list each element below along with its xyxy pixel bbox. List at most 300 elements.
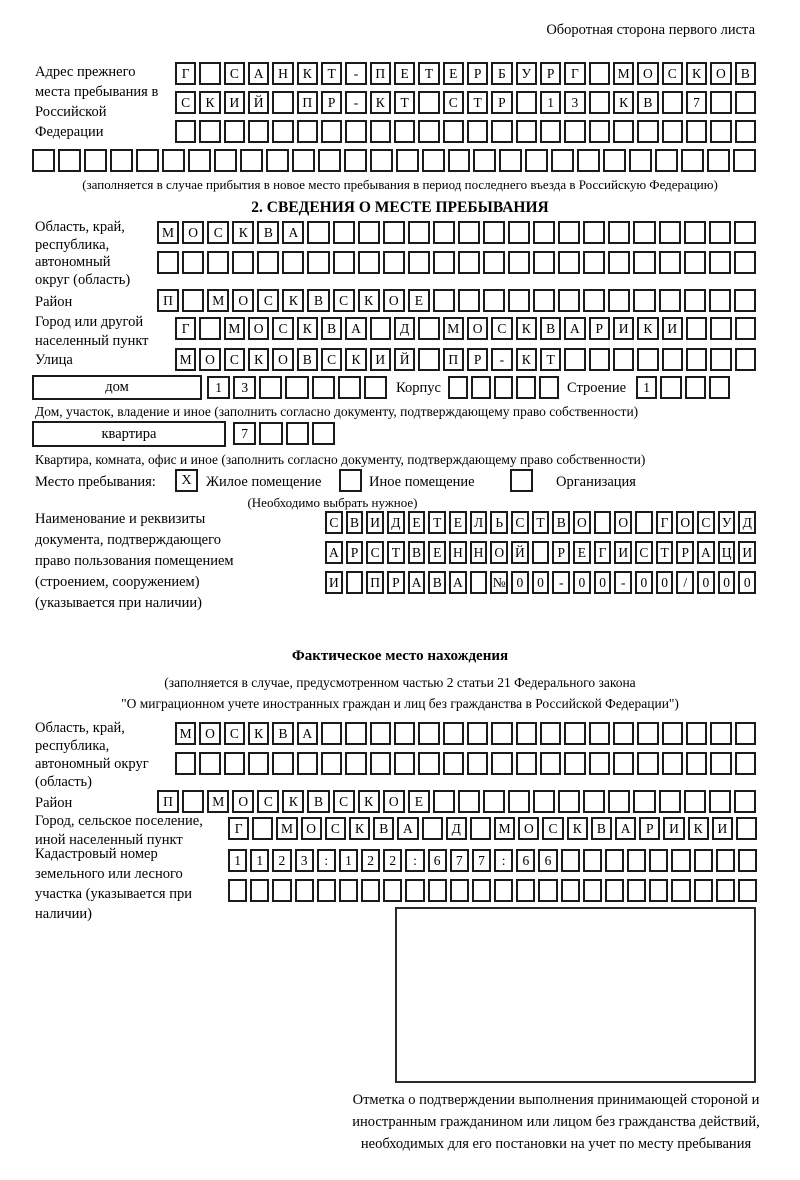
char-cell[interactable] [539, 376, 559, 399]
char-cell[interactable]: С [224, 722, 245, 745]
char-cell[interactable] [110, 149, 133, 172]
char-cell[interactable]: Г [656, 511, 674, 534]
char-cell[interactable]: Е [394, 62, 415, 85]
char-cell[interactable]: - [552, 571, 570, 594]
char-cell[interactable] [433, 790, 455, 813]
checkbox-zhiloe[interactable]: X [175, 469, 198, 492]
char-cell[interactable]: Т [418, 62, 439, 85]
char-cell[interactable]: Е [408, 289, 430, 312]
char-cell[interactable] [564, 752, 585, 775]
char-cell[interactable]: К [297, 317, 318, 340]
char-cell[interactable] [458, 251, 480, 274]
char-cell[interactable] [312, 422, 335, 445]
char-cell[interactable]: Т [387, 541, 405, 564]
char-cell[interactable]: В [257, 221, 279, 244]
char-cell[interactable]: А [697, 541, 715, 564]
char-cell[interactable] [470, 571, 488, 594]
char-cell[interactable] [472, 879, 491, 902]
char-cell[interactable]: А [345, 317, 366, 340]
char-cell[interactable] [589, 91, 610, 114]
char-cell[interactable] [394, 722, 415, 745]
char-cell[interactable] [508, 289, 530, 312]
char-cell[interactable] [710, 348, 731, 371]
char-cell[interactable]: Г [175, 62, 196, 85]
char-cell[interactable] [659, 289, 681, 312]
char-cell[interactable] [188, 149, 211, 172]
char-cell[interactable]: И [712, 817, 733, 840]
char-cell[interactable]: К [248, 348, 269, 371]
char-cell[interactable]: С [207, 221, 229, 244]
char-cell[interactable]: С [333, 289, 355, 312]
char-cell[interactable]: Р [491, 91, 512, 114]
char-cell[interactable] [494, 376, 514, 399]
char-cell[interactable]: 0 [718, 571, 736, 594]
char-cell[interactable]: К [248, 722, 269, 745]
char-cell[interactable] [499, 149, 522, 172]
char-cell[interactable]: О [383, 790, 405, 813]
char-cell[interactable]: К [282, 790, 304, 813]
char-cell[interactable] [339, 879, 358, 902]
char-cell[interactable] [272, 752, 293, 775]
char-cell[interactable]: О [676, 511, 694, 534]
char-cell[interactable]: О [199, 348, 220, 371]
char-cell[interactable] [467, 120, 488, 143]
char-cell[interactable]: : [494, 849, 513, 872]
char-cell[interactable] [338, 376, 361, 399]
char-cell[interactable] [418, 317, 439, 340]
char-cell[interactable]: У [516, 62, 537, 85]
char-cell[interactable] [605, 879, 624, 902]
char-cell[interactable] [458, 289, 480, 312]
char-cell[interactable]: К [232, 221, 254, 244]
char-cell[interactable] [734, 289, 756, 312]
char-cell[interactable]: Т [321, 62, 342, 85]
char-cell[interactable]: В [735, 62, 756, 85]
char-cell[interactable] [307, 251, 329, 274]
char-cell[interactable] [471, 376, 491, 399]
char-cell[interactable]: Т [656, 541, 674, 564]
char-cell[interactable] [32, 149, 55, 172]
char-cell[interactable]: Р [639, 817, 660, 840]
char-cell[interactable] [583, 251, 605, 274]
char-cell[interactable]: А [325, 541, 343, 564]
char-cell[interactable]: 2 [272, 849, 291, 872]
char-cell[interactable] [605, 849, 624, 872]
char-cell[interactable] [491, 120, 512, 143]
char-cell[interactable]: О [490, 541, 508, 564]
char-cell[interactable]: Р [321, 91, 342, 114]
char-cell[interactable]: П [370, 62, 391, 85]
char-cell[interactable] [508, 790, 530, 813]
char-cell[interactable]: О [518, 817, 539, 840]
char-cell[interactable]: И [370, 348, 391, 371]
char-cell[interactable]: П [366, 571, 384, 594]
char-cell[interactable] [540, 752, 561, 775]
char-cell[interactable] [257, 251, 279, 274]
char-cell[interactable] [735, 91, 756, 114]
char-cell[interactable]: О [710, 62, 731, 85]
char-cell[interactable] [321, 752, 342, 775]
char-cell[interactable]: П [297, 91, 318, 114]
char-cell[interactable]: Т [540, 348, 561, 371]
char-cell[interactable]: Е [428, 541, 446, 564]
char-cell[interactable] [716, 879, 735, 902]
char-cell[interactable] [182, 289, 204, 312]
char-cell[interactable]: 1 [636, 376, 657, 399]
char-cell[interactable] [199, 752, 220, 775]
char-cell[interactable] [370, 317, 391, 340]
char-cell[interactable] [285, 376, 308, 399]
char-cell[interactable]: - [345, 62, 366, 85]
char-cell[interactable]: Р [540, 62, 561, 85]
char-cell[interactable]: П [157, 790, 179, 813]
char-cell[interactable]: Г [594, 541, 612, 564]
char-cell[interactable]: М [207, 790, 229, 813]
char-cell[interactable] [272, 879, 291, 902]
char-cell[interactable] [364, 376, 387, 399]
char-cell[interactable] [433, 221, 455, 244]
char-cell[interactable] [266, 149, 289, 172]
char-cell[interactable] [358, 221, 380, 244]
char-cell[interactable]: М [175, 348, 196, 371]
char-cell[interactable] [738, 879, 757, 902]
char-cell[interactable] [516, 120, 537, 143]
char-cell[interactable]: 3 [564, 91, 585, 114]
char-cell[interactable] [551, 149, 574, 172]
char-cell[interactable]: 0 [656, 571, 674, 594]
char-cell[interactable] [370, 752, 391, 775]
char-cell[interactable] [333, 251, 355, 274]
char-cell[interactable]: 0 [511, 571, 529, 594]
char-cell[interactable] [583, 879, 602, 902]
char-cell[interactable]: С [333, 790, 355, 813]
char-cell[interactable] [422, 817, 443, 840]
char-cell[interactable] [538, 879, 557, 902]
char-cell[interactable] [394, 120, 415, 143]
char-cell[interactable]: Й [511, 541, 529, 564]
char-cell[interactable] [533, 790, 555, 813]
char-cell[interactable]: Р [467, 62, 488, 85]
char-cell[interactable] [199, 120, 220, 143]
char-cell[interactable]: А [564, 317, 585, 340]
char-cell[interactable]: 1 [207, 376, 230, 399]
char-cell[interactable]: 6 [428, 849, 447, 872]
char-cell[interactable] [383, 251, 405, 274]
char-cell[interactable] [370, 722, 391, 745]
char-cell[interactable]: К [613, 91, 634, 114]
char-cell[interactable] [589, 348, 610, 371]
char-cell[interactable]: Р [552, 541, 570, 564]
char-cell[interactable] [199, 317, 220, 340]
char-cell[interactable]: В [272, 722, 293, 745]
char-cell[interactable] [659, 790, 681, 813]
char-cell[interactable]: О [182, 221, 204, 244]
char-cell[interactable] [735, 722, 756, 745]
char-cell[interactable] [577, 149, 600, 172]
char-cell[interactable] [272, 91, 293, 114]
char-cell[interactable]: И [614, 541, 632, 564]
char-cell[interactable]: В [346, 511, 364, 534]
char-cell[interactable] [458, 790, 480, 813]
char-cell[interactable] [297, 120, 318, 143]
char-cell[interactable] [564, 348, 585, 371]
char-cell[interactable]: Д [738, 511, 756, 534]
char-cell[interactable] [637, 752, 658, 775]
char-cell[interactable] [540, 722, 561, 745]
char-cell[interactable] [345, 120, 366, 143]
char-cell[interactable] [613, 722, 634, 745]
char-cell[interactable] [629, 149, 652, 172]
char-cell[interactable] [694, 879, 713, 902]
char-cell[interactable]: В [307, 790, 329, 813]
char-cell[interactable]: Л [470, 511, 488, 534]
char-cell[interactable] [418, 120, 439, 143]
char-cell[interactable] [735, 752, 756, 775]
char-cell[interactable]: Ц [718, 541, 736, 564]
char-cell[interactable] [633, 790, 655, 813]
char-cell[interactable] [516, 376, 536, 399]
char-cell[interactable] [662, 91, 683, 114]
char-cell[interactable]: Й [394, 348, 415, 371]
char-cell[interactable] [709, 221, 731, 244]
char-cell[interactable] [248, 752, 269, 775]
char-cell[interactable]: К [297, 62, 318, 85]
char-cell[interactable]: П [157, 289, 179, 312]
char-cell[interactable] [684, 790, 706, 813]
char-cell[interactable] [58, 149, 81, 172]
char-cell[interactable]: В [591, 817, 612, 840]
char-cell[interactable]: 0 [573, 571, 591, 594]
char-cell[interactable]: 1 [228, 849, 247, 872]
char-cell[interactable] [603, 149, 626, 172]
char-cell[interactable] [558, 289, 580, 312]
char-cell[interactable] [735, 348, 756, 371]
char-cell[interactable]: А [282, 221, 304, 244]
char-cell[interactable]: 0 [738, 571, 756, 594]
char-cell[interactable]: А [397, 817, 418, 840]
char-cell[interactable] [540, 120, 561, 143]
char-cell[interactable]: - [491, 348, 512, 371]
char-cell[interactable]: Т [428, 511, 446, 534]
char-cell[interactable]: С [491, 317, 512, 340]
char-cell[interactable]: К [345, 348, 366, 371]
char-cell[interactable]: К [637, 317, 658, 340]
char-cell[interactable] [448, 376, 468, 399]
char-cell[interactable]: Т [532, 511, 550, 534]
char-cell[interactable]: И [662, 317, 683, 340]
char-cell[interactable] [443, 752, 464, 775]
char-cell[interactable] [470, 817, 491, 840]
char-cell[interactable] [297, 752, 318, 775]
checkbox-organizatsiya[interactable] [510, 469, 533, 492]
char-cell[interactable]: М [443, 317, 464, 340]
char-cell[interactable] [589, 752, 610, 775]
char-cell[interactable] [450, 879, 469, 902]
char-cell[interactable] [589, 62, 610, 85]
char-cell[interactable] [157, 251, 179, 274]
char-cell[interactable] [633, 289, 655, 312]
char-cell[interactable] [483, 289, 505, 312]
char-cell[interactable]: О [383, 289, 405, 312]
char-cell[interactable] [671, 849, 690, 872]
char-cell[interactable]: К [516, 317, 537, 340]
char-cell[interactable]: С [662, 62, 683, 85]
char-cell[interactable]: П [443, 348, 464, 371]
char-cell[interactable] [345, 722, 366, 745]
char-cell[interactable] [467, 752, 488, 775]
char-cell[interactable] [516, 752, 537, 775]
char-cell[interactable] [608, 221, 630, 244]
char-cell[interactable] [613, 348, 634, 371]
char-cell[interactable] [433, 289, 455, 312]
char-cell[interactable]: 0 [635, 571, 653, 594]
char-cell[interactable]: К [358, 790, 380, 813]
char-cell[interactable]: С [325, 817, 346, 840]
char-cell[interactable]: К [370, 91, 391, 114]
char-cell[interactable] [710, 317, 731, 340]
char-cell[interactable]: И [325, 571, 343, 594]
char-cell[interactable]: Н [272, 62, 293, 85]
char-cell[interactable]: И [738, 541, 756, 564]
char-cell[interactable]: К [516, 348, 537, 371]
char-cell[interactable] [533, 289, 555, 312]
char-cell[interactable] [709, 289, 731, 312]
char-cell[interactable] [637, 722, 658, 745]
char-cell[interactable]: К [199, 91, 220, 114]
char-cell[interactable] [318, 149, 341, 172]
char-cell[interactable] [516, 879, 535, 902]
char-cell[interactable] [684, 289, 706, 312]
char-cell[interactable] [259, 376, 282, 399]
char-cell[interactable] [252, 817, 273, 840]
char-cell[interactable] [589, 120, 610, 143]
char-cell[interactable]: К [686, 62, 707, 85]
char-cell[interactable]: М [613, 62, 634, 85]
char-cell[interactable] [633, 251, 655, 274]
char-cell[interactable]: А [408, 571, 426, 594]
char-cell[interactable]: С [224, 348, 245, 371]
char-cell[interactable] [649, 849, 668, 872]
char-cell[interactable] [428, 879, 447, 902]
char-cell[interactable]: Е [408, 790, 430, 813]
char-cell[interactable] [383, 879, 402, 902]
char-cell[interactable]: К [349, 817, 370, 840]
char-cell[interactable]: 3 [295, 849, 314, 872]
char-cell[interactable] [162, 149, 185, 172]
char-cell[interactable] [564, 722, 585, 745]
char-cell[interactable] [734, 221, 756, 244]
char-cell[interactable] [558, 221, 580, 244]
char-cell[interactable]: Е [573, 541, 591, 564]
char-cell[interactable] [224, 752, 245, 775]
char-cell[interactable]: И [613, 317, 634, 340]
char-cell[interactable] [259, 422, 282, 445]
char-cell[interactable]: Е [449, 511, 467, 534]
char-cell[interactable]: Г [175, 317, 196, 340]
char-cell[interactable]: С [325, 511, 343, 534]
char-cell[interactable] [317, 879, 336, 902]
char-cell[interactable] [684, 251, 706, 274]
char-cell[interactable] [637, 120, 658, 143]
char-cell[interactable]: И [224, 91, 245, 114]
char-cell[interactable] [214, 149, 237, 172]
char-cell[interactable] [637, 348, 658, 371]
char-cell[interactable]: О [232, 790, 254, 813]
char-cell[interactable]: К [282, 289, 304, 312]
char-cell[interactable] [655, 149, 678, 172]
char-cell[interactable]: М [276, 817, 297, 840]
char-cell[interactable] [583, 289, 605, 312]
char-cell[interactable]: С [443, 91, 464, 114]
char-cell[interactable] [736, 817, 757, 840]
char-cell[interactable] [232, 251, 254, 274]
char-cell[interactable]: 6 [516, 849, 535, 872]
char-cell[interactable]: О [272, 348, 293, 371]
char-cell[interactable]: Ь [490, 511, 508, 534]
char-cell[interactable]: Р [676, 541, 694, 564]
char-cell[interactable] [483, 221, 505, 244]
char-cell[interactable] [707, 149, 730, 172]
char-cell[interactable]: В [637, 91, 658, 114]
char-cell[interactable] [710, 91, 731, 114]
char-cell[interactable] [182, 790, 204, 813]
char-cell[interactable] [312, 376, 335, 399]
char-cell[interactable] [418, 722, 439, 745]
char-cell[interactable]: Т [467, 91, 488, 114]
char-cell[interactable]: М [157, 221, 179, 244]
char-cell[interactable]: Д [394, 317, 415, 340]
char-cell[interactable] [613, 752, 634, 775]
char-cell[interactable]: У [718, 511, 736, 534]
char-cell[interactable] [662, 348, 683, 371]
char-cell[interactable] [561, 879, 580, 902]
char-cell[interactable] [282, 251, 304, 274]
char-cell[interactable] [224, 120, 245, 143]
char-cell[interactable]: Т [394, 91, 415, 114]
char-cell[interactable] [659, 221, 681, 244]
char-cell[interactable]: 2 [383, 849, 402, 872]
char-cell[interactable]: В [552, 511, 570, 534]
char-cell[interactable]: 1 [339, 849, 358, 872]
char-cell[interactable]: С [257, 790, 279, 813]
char-cell[interactable] [418, 752, 439, 775]
char-cell[interactable]: В [373, 817, 394, 840]
char-cell[interactable] [516, 91, 537, 114]
char-cell[interactable] [361, 879, 380, 902]
char-cell[interactable]: Р [387, 571, 405, 594]
char-cell[interactable]: О [199, 722, 220, 745]
char-cell[interactable] [734, 251, 756, 274]
char-cell[interactable] [136, 149, 159, 172]
char-cell[interactable]: К [358, 289, 380, 312]
char-cell[interactable] [228, 879, 247, 902]
char-cell[interactable] [525, 149, 548, 172]
char-cell[interactable]: В [408, 541, 426, 564]
char-cell[interactable] [443, 722, 464, 745]
char-cell[interactable] [344, 149, 367, 172]
char-cell[interactable] [735, 317, 756, 340]
char-cell[interactable] [533, 221, 555, 244]
char-cell[interactable] [686, 317, 707, 340]
char-cell[interactable] [738, 849, 757, 872]
char-cell[interactable] [405, 879, 424, 902]
checkbox-inoe[interactable] [339, 469, 362, 492]
char-cell[interactable] [686, 120, 707, 143]
char-cell[interactable] [358, 251, 380, 274]
char-cell[interactable] [491, 722, 512, 745]
char-cell[interactable] [716, 849, 735, 872]
char-cell[interactable] [583, 221, 605, 244]
